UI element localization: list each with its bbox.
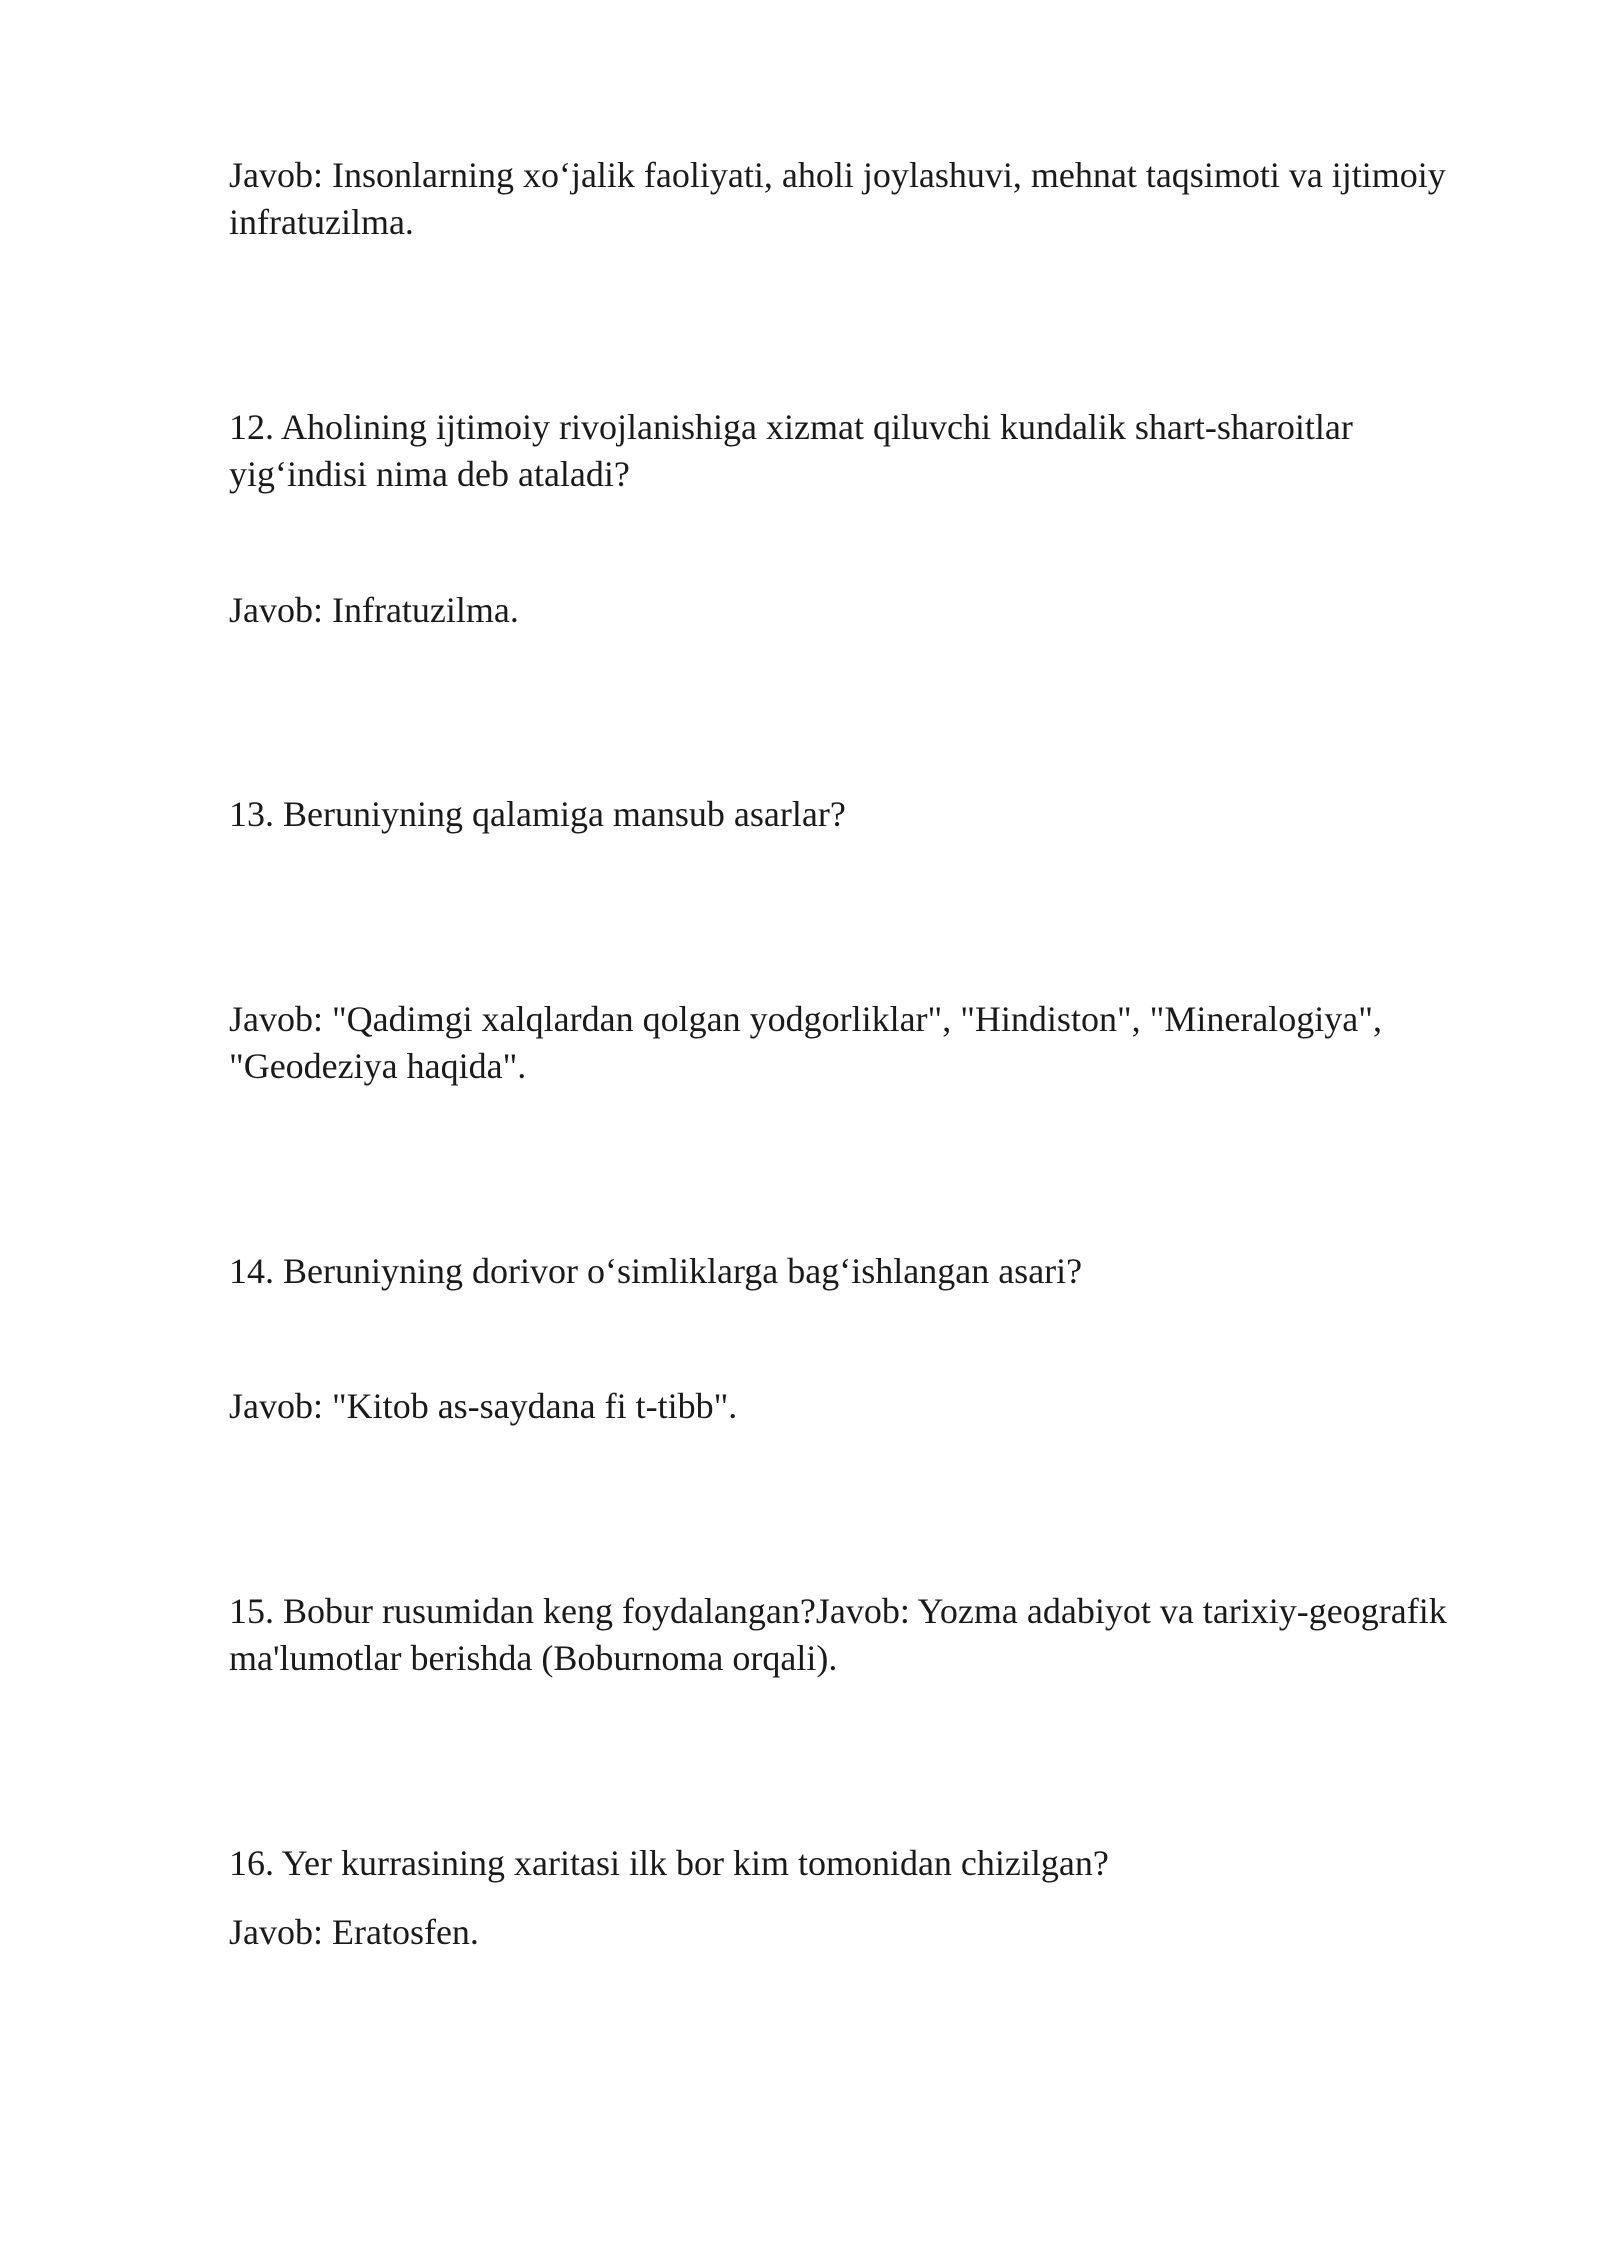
answer-paragraph: Javob: Infratuzilma. <box>229 590 519 630</box>
question-paragraph: 12. Aholining ijtimoiy rivojlanishiga xizmat qiluvchi kundalik shart-sharoitlar yig‘indisi nima deb ataladi? <box>229 407 1353 494</box>
question-paragraph: 14. Beruniyning dorivor o‘simliklarga bag‘ishlangan asari? <box>229 1251 1083 1291</box>
answer-paragraph: Javob: Eratosfen. <box>229 1912 479 1952</box>
question-paragraph: 15. Bobur rusumidan keng foydalangan?Javob: Yozma adabiyot va tarixiy-geografik ma'lumotlar berishda (Boburnoma orqali). <box>229 1591 1447 1678</box>
answer-paragraph: Javob: Insonlarning xo‘jalik faoliyati, aholi joylashuvi, mehnat taqsimoti va ijtimoiy infratuzilma. <box>229 155 1446 242</box>
answer-paragraph: Javob: "Qadimgi xalqlardan qolgan yodgorliklar", "Hindiston", "Mineralogiya", "Geodeziya haqida". <box>229 999 1382 1086</box>
answer-paragraph: Javob: "Kitob as-saydana fi t-tibb". <box>229 1386 738 1426</box>
question-paragraph: 16. Yer kurrasining xaritasi ilk bor kim tomonidan chizilgan? <box>229 1843 1109 1883</box>
question-paragraph: 13. Beruniyning qalamiga mansub asarlar? <box>229 794 846 834</box>
